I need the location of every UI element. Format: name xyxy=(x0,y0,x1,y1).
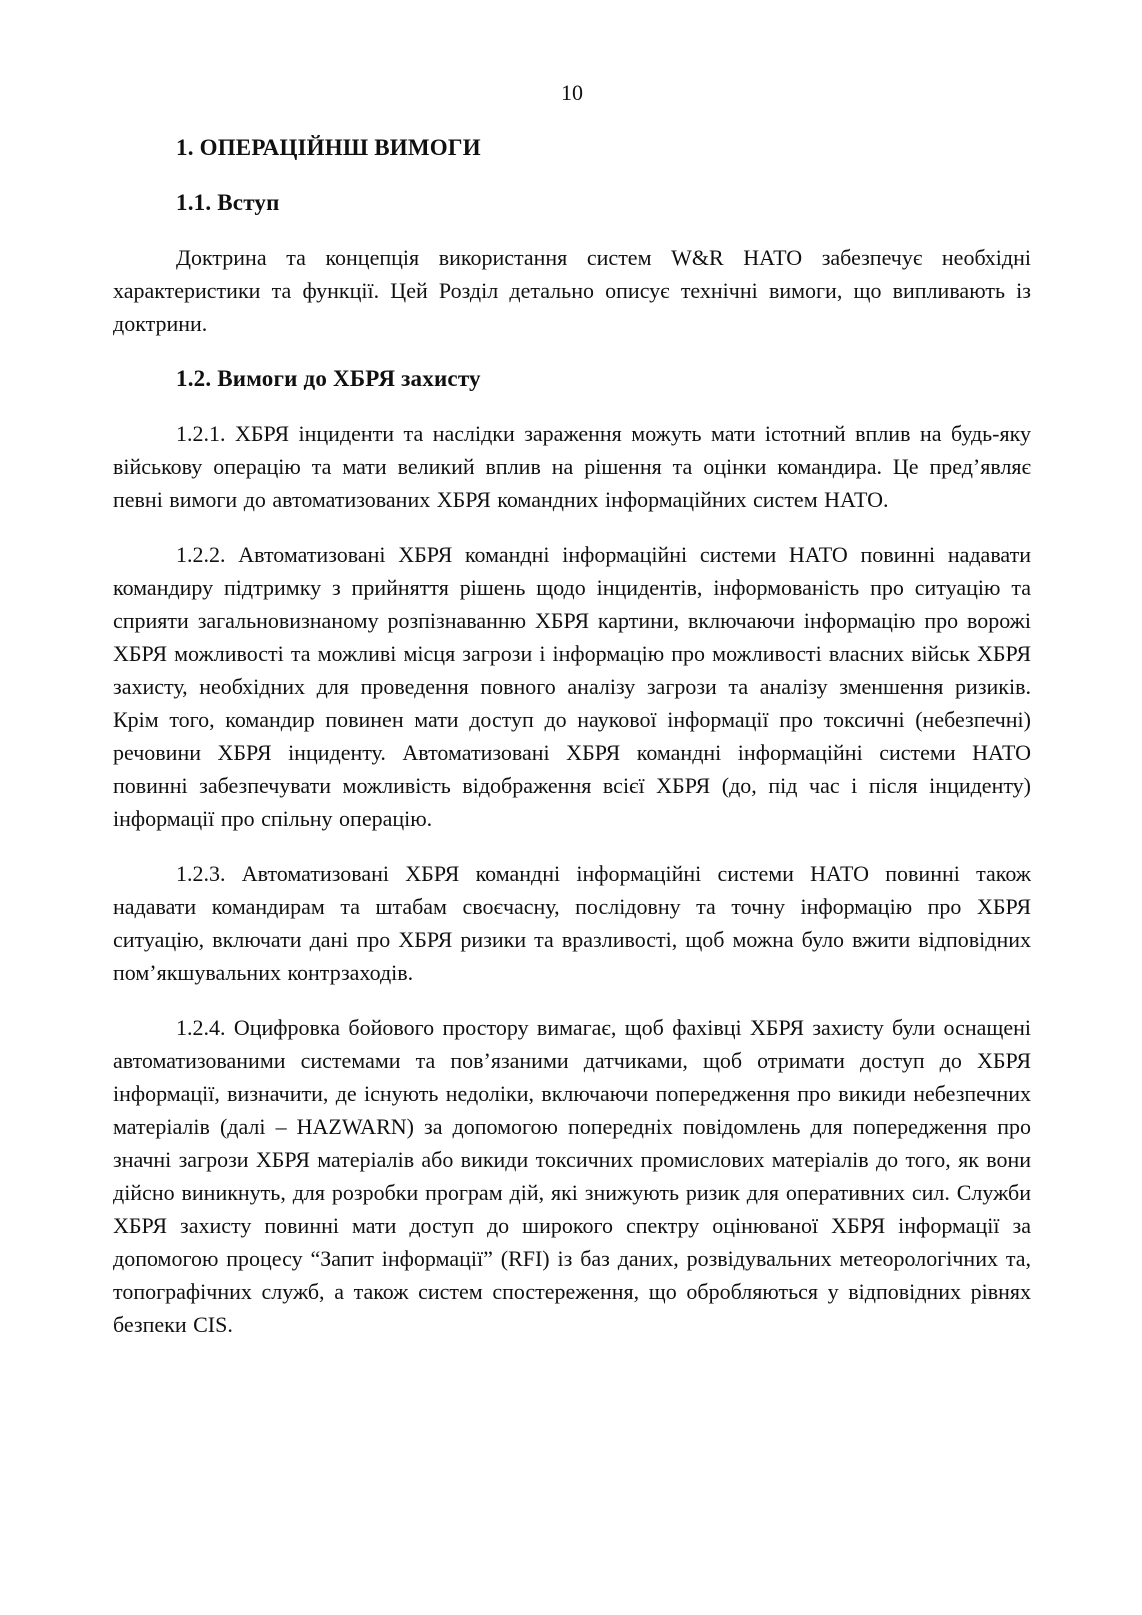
paragraph-1-2-3: 1.2.3. Автоматизовані ХБРЯ командні інформаційні системи НАТО повинні також надавати командирам та штабам своєчасну, послідовну та точну інформацію про ХБРЯ ситуацію, включати дані про ХБРЯ ризики та вразливості, щоб можна було вжити відповідних пом’якшувальних контрзаходів. xyxy=(113,861,1031,985)
page-number: 10 xyxy=(561,80,583,105)
paragraph-intro: Доктрина та концепція використання систем W&R НАТО забезпечує необхідні характеристики та функції. Цей Розділ детально описує технічні вимоги, що випливають із доктрини. xyxy=(113,245,1031,336)
paragraph-1-2-4: 1.2.4. Оцифровка бойового простору вимагає, щоб фахівці ХБРЯ захисту були оснащені автоматизованими системами та пов’язаними датчиками, щоб отримати доступ до ХБРЯ інформації, визначити, де існують недоліки, включаючи попередження про викиди небезпечних матеріалів (далі – HAZWARN) за допомогою попередніх повідомлень для попередження про значні загрози ХБРЯ матеріалів або викиди токсичних промислових матеріалів до того, як вони дійсно виникнуть, для розробки програм дій, які знижують ризик для оперативних сил. Служби ХБРЯ захисту повинні мати доступ до широкого спектру оцінюваної ХБРЯ інформації за допомогою процесу “Запит інформації” (RFI) із баз даних, розвідувальних метеорологічних та, топографічних служб, а також систем спостереження, що обробляються у відповідних рівнях безпеки CIS. xyxy=(113,1015,1031,1337)
paragraph-1-2-1: 1.2.1. ХБРЯ інциденти та наслідки зараження можуть мати істотний вплив на будь-яку військову операцію та мати великий вплив на рішення та оцінки командира. Це пред’являє певні вимоги до автоматизованих ХБРЯ командних інформаційних систем НАТО. xyxy=(113,421,1031,512)
section-heading-1-2: 1.2. Вимоги до ХБРЯ захисту xyxy=(176,366,481,391)
section-heading-1-1: 1.1. Вступ xyxy=(176,190,280,215)
paragraph-1-2-2: 1.2.2. Автоматизовані ХБРЯ командні інформаційні системи НАТО повинні надавати командиру підтримку з прийняття рішень щодо інцидентів, інформованість про ситуацію та сприяти загальновизнаному розпізнаванню ХБРЯ картини, включаючи інформацію про ворожі ХБРЯ можливості та можливі місця загрози і інформацію про можливості власних військ ХБРЯ захисту, необхідних для проведення повного аналізу загрози та аналізу зменшення ризиків. Крім того, командир повинен мати доступ до наукової інформації про токсичні (небезпечні) речовини ХБРЯ інциденту. Автоматизовані ХБРЯ командні інформаційні системи НАТО повинні забезпечувати можливість відображення всієї ХБРЯ (до, під час і після інциденту) інформації про спільну операцію. xyxy=(113,542,1031,831)
main-heading: 1. ОПЕРАЦІЙНШ ВИМОГИ xyxy=(176,135,481,160)
